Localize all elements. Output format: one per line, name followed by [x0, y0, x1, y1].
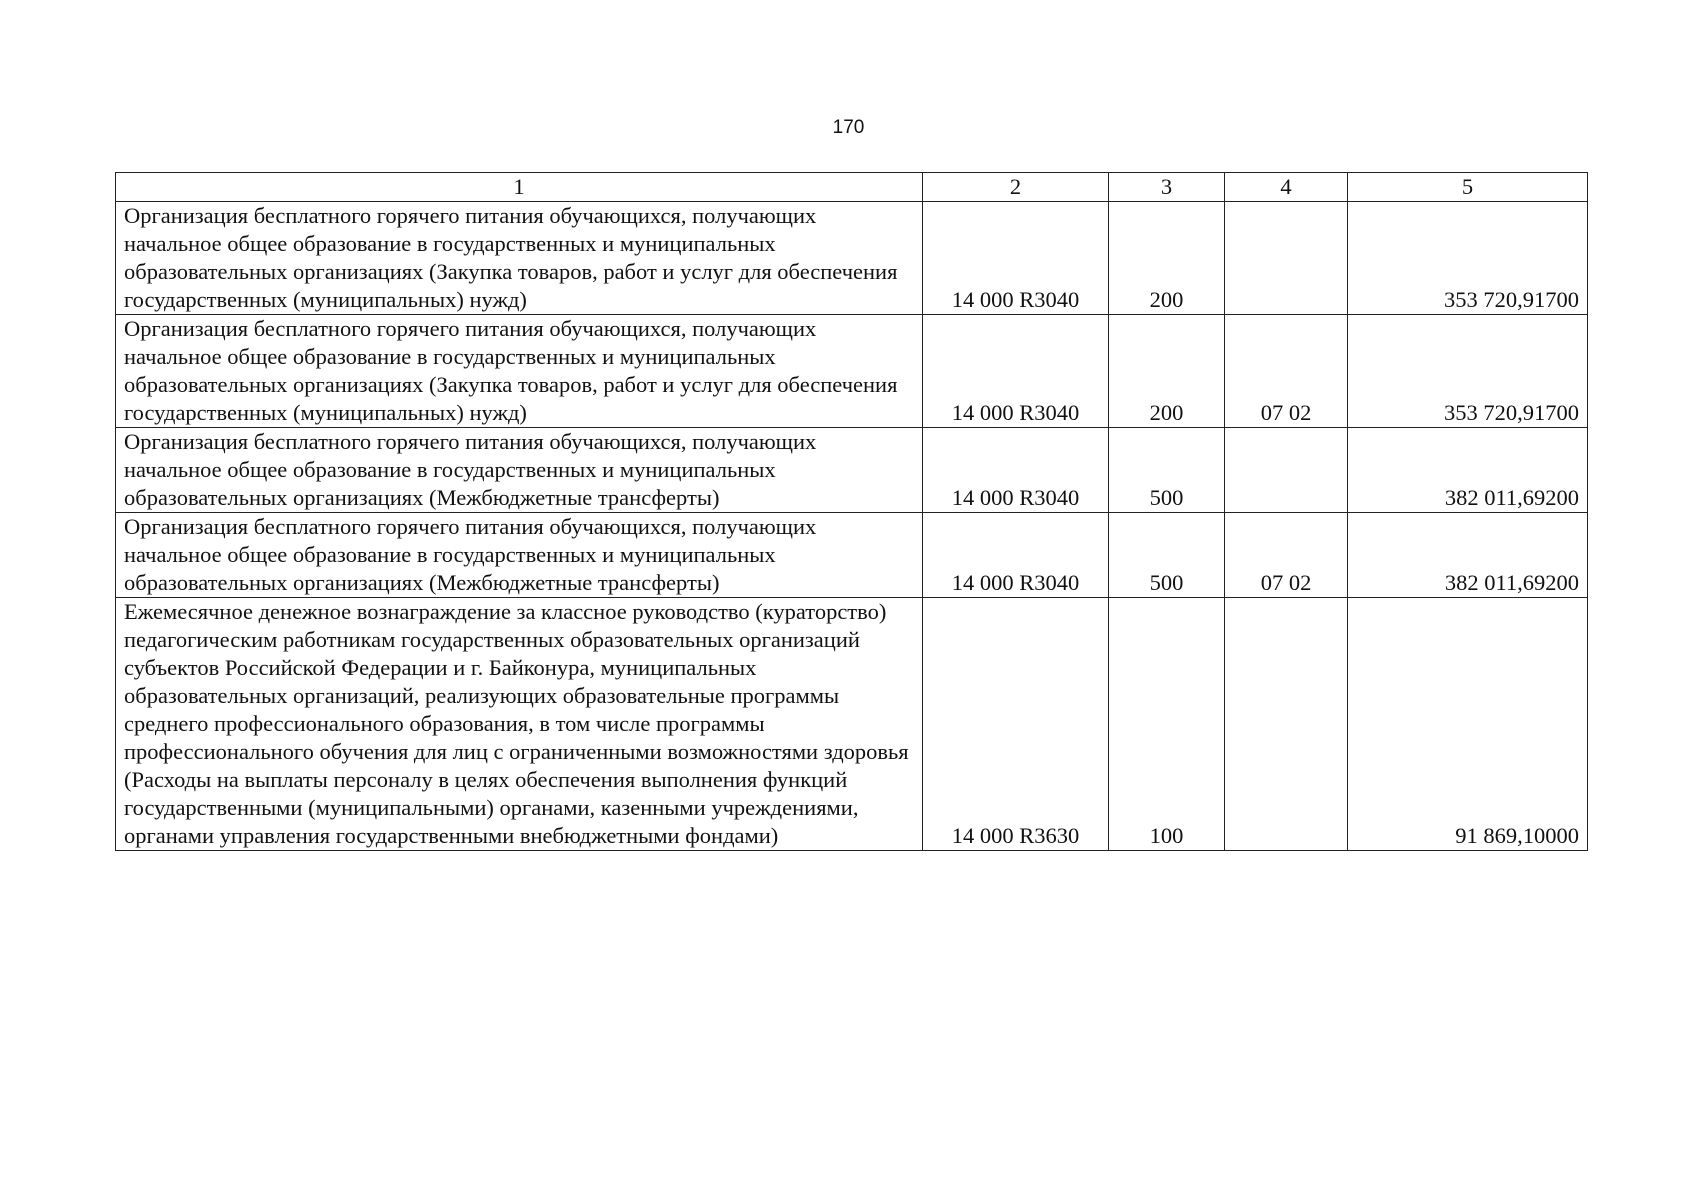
row-description: Организация бесплатного горячего питания обучающихся, получающих начальное общее образование в государственных и муниципальных образовательных организациях (Закупка товаров, работ и услуг для обеспечения государственных (муниципальных) нужд) — [116, 202, 923, 315]
col-header-5: 5 — [1348, 173, 1588, 202]
header-row — [116, 173, 1588, 202]
row-section: 07 02 — [1225, 513, 1348, 598]
table-row — [116, 598, 1588, 851]
table-row — [116, 428, 1588, 513]
row-amount: 382 011,69200 — [1348, 513, 1588, 598]
col-header-4: 4 — [1225, 173, 1348, 202]
budget-table — [115, 172, 1588, 851]
table-row — [116, 202, 1588, 315]
row-expense-type: 200 — [1109, 315, 1225, 428]
row-target-code: 14 000 R3040 — [923, 202, 1109, 315]
row-section — [1225, 202, 1348, 315]
row-section: 07 02 — [1225, 315, 1348, 428]
row-target-code: 14 000 R3040 — [923, 315, 1109, 428]
row-target-code: 14 000 R3040 — [923, 513, 1109, 598]
row-amount: 91 869,10000 — [1348, 598, 1588, 851]
row-expense-type: 500 — [1109, 428, 1225, 513]
page-number: 170 — [832, 117, 865, 138]
row-amount: 382 011,69200 — [1348, 428, 1588, 513]
row-description: Ежемесячное денежное вознаграждение за классное руководство (кураторство) педагогическим работникам государственных образовательных организаций субъектов Российской Федерации и г. Байконура, муниципальных образовательных организаций, реализующих образовательные программы среднего профессионального образования, в том числе программы профессионального обучения для лиц с ограниченными возможностями здоровья (Расходы на выплаты персоналу в целях обеспечения выполнения функций государственными (муниципальными) органами, казенными учреждениями, органами управления государственными внебюджетными фондами) — [116, 598, 923, 851]
table-row — [116, 513, 1588, 598]
col-header-2: 2 — [923, 173, 1109, 202]
row-expense-type: 200 — [1109, 202, 1225, 315]
row-amount: 353 720,91700 — [1348, 202, 1588, 315]
row-section — [1225, 598, 1348, 851]
col-header-3: 3 — [1109, 173, 1225, 202]
row-description: Организация бесплатного горячего питания обучающихся, получающих начальное общее образование в государственных и муниципальных образовательных организациях (Межбюджетные трансферты) — [116, 428, 923, 513]
row-expense-type: 500 — [1109, 513, 1225, 598]
col-header-1: 1 — [116, 173, 923, 202]
row-amount: 353 720,91700 — [1348, 315, 1588, 428]
row-target-code: 14 000 R3040 — [923, 428, 1109, 513]
row-target-code: 14 000 R3630 — [923, 598, 1109, 851]
row-expense-type: 100 — [1109, 598, 1225, 851]
row-description: Организация бесплатного горячего питания обучающихся, получающих начальное общее образование в государственных и муниципальных образовательных организациях (Закупка товаров, работ и услуг для обеспечения государственных (муниципальных) нужд) — [116, 315, 923, 428]
row-section — [1225, 428, 1348, 513]
table-row — [116, 315, 1588, 428]
row-description: Организация бесплатного горячего питания обучающихся, получающих начальное общее образование в государственных и муниципальных образовательных организациях (Межбюджетные трансферты) — [116, 513, 923, 598]
